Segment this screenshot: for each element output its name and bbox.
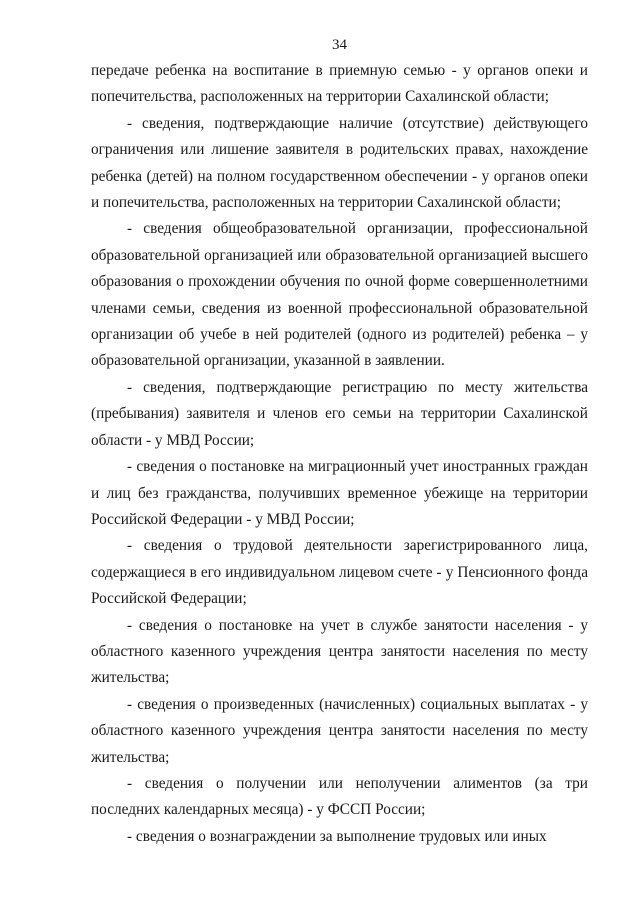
paragraph-labor-info: - сведения о трудовой деятельности зарегистрированного лица, содержащиеся в его индивидуальном лицевом счете - у Пенсионного фонда Российской Федерации; [91, 537, 588, 608]
paragraph-alimony-info: - сведения о получении или неполучении алиментов (за три последних календарных месяца) - у ФССП России; [91, 774, 588, 819]
page-number: 34 [332, 37, 347, 53]
paragraph-employment-service-info: - сведения о постановке на учет в службе занятости населения - у областного казенного учреждения центра занятости населения по месту жительства; [91, 616, 588, 687]
paragraph-registration-info: - сведения, подтверждающие регистрацию по месту жительства (пребывания) заявителя и членов его семьи на территории Сахалинской области - у МВД России; [91, 378, 588, 449]
paragraph-social-payments-info: - сведения о произведенных (начисленных) социальных выплатах - у областного казенного учреждения центра занятости населения по месту жительства; [91, 695, 588, 766]
paragraph-continuation: передаче ребенка на воспитание в приемную семью - у органов опеки и попечительства, расположенных на территории Сахалинской области; [91, 62, 588, 106]
paragraph-education-info: - сведения общеобразовательной организации, профессиональной образовательной организацией или образовательной организацией высшего образования о прохождении обучения по очной форме совершеннолетними членами семьи, сведения из военной профессиональной образовательной организации об учебе в ней родителей (одного из родителей) ребенка – у образовательной организации, указанной в заявлении. [91, 220, 588, 370]
paragraph-guardianship-info: - сведения, подтверждающие наличие (отсутствие) действующего ограничения или лишение заявителя в родительских правах, нахождение ребенка (детей) на полном государственном обеспечении - у органов опеки и попечительства, расположенных на территории Сахалинской области; [91, 114, 588, 212]
paragraph-migration-info: - сведения о постановке на миграционный учет иностранных граждан и лиц без гражданства, получивших временное убежище на территории Российской Федерации - у МВД России; [91, 458, 588, 528]
paragraph-remuneration-info: - сведения о вознаграждении за выполнение трудовых или иных [127, 827, 547, 845]
